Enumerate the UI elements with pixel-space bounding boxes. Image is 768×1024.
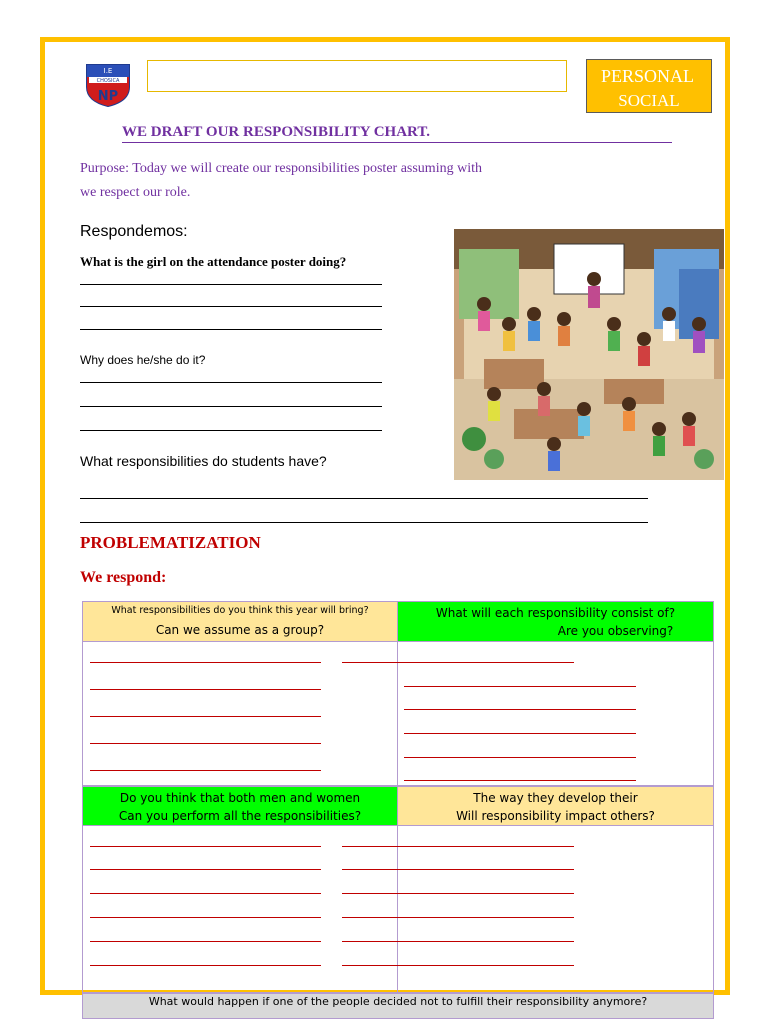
answer-line[interactable] xyxy=(90,716,321,717)
answer-line[interactable] xyxy=(90,917,321,918)
cell1-line2: Can we assume as a group? xyxy=(155,623,325,637)
page-title: WE DRAFT OUR RESPONSIBILITY CHART. xyxy=(122,124,672,143)
answer-line[interactable] xyxy=(342,965,574,966)
answer-line[interactable] xyxy=(80,430,382,431)
question-2: Why does he/she do it? xyxy=(80,353,206,367)
respondemos-heading: Respondemos: xyxy=(80,223,188,240)
answer-line[interactable] xyxy=(342,662,574,663)
classroom-illustration xyxy=(454,229,724,480)
we-respond-heading: We respond: xyxy=(80,569,167,586)
logo-text-mid: CHOSICA xyxy=(96,78,120,84)
problematization-heading: PROBLEMATIZATION xyxy=(80,533,261,552)
answer-line[interactable] xyxy=(404,733,636,734)
answer-line[interactable] xyxy=(80,406,382,407)
answer-line[interactable] xyxy=(342,869,574,870)
cell1-line1: What responsibilities do you think this year will bring? xyxy=(111,605,369,616)
answer-line[interactable] xyxy=(90,893,321,894)
area-badge xyxy=(586,59,712,113)
table-header-cell-3 xyxy=(82,786,398,826)
answer-line[interactable] xyxy=(404,780,636,781)
logo-text-top: I.E xyxy=(103,67,113,75)
answer-line[interactable] xyxy=(342,846,574,847)
table-body-cell-4 xyxy=(397,825,714,993)
purpose-line-1: Purpose: Today we will create our responsibilities poster assuming with xyxy=(80,161,482,176)
answer-line[interactable] xyxy=(90,689,321,690)
answer-line[interactable] xyxy=(90,770,321,771)
answer-line[interactable] xyxy=(90,846,321,847)
answer-line[interactable] xyxy=(90,869,321,870)
answer-line[interactable] xyxy=(90,743,321,744)
area-badge-line1: PERSONAL xyxy=(601,66,695,86)
school-logo xyxy=(84,63,132,107)
cell4-line2: Will responsibility impact others? xyxy=(456,809,655,823)
answer-line[interactable] xyxy=(80,498,648,499)
table-body-cell-3 xyxy=(82,825,398,993)
answer-line[interactable] xyxy=(80,329,382,330)
cell2-line2: Are you observing? xyxy=(557,624,674,638)
area-badge-line2: SOCIAL xyxy=(618,91,680,110)
answer-line[interactable] xyxy=(404,686,636,687)
answer-line[interactable] xyxy=(342,917,574,918)
answer-line[interactable] xyxy=(342,941,574,942)
answer-line[interactable] xyxy=(404,757,636,758)
logo-initials: NP xyxy=(97,89,119,104)
answer-line[interactable] xyxy=(90,662,321,663)
answer-line[interactable] xyxy=(90,965,321,966)
purpose-line-2: we respect our role. xyxy=(80,185,191,200)
table-header-cell-1 xyxy=(82,601,398,642)
cell2-line1: What will each responsibility consist of? xyxy=(435,606,676,620)
question-3: What responsibilities do students have? xyxy=(80,453,327,469)
name-input-box[interactable] xyxy=(147,60,567,92)
question-1: What is the girl on the attendance poster doing? xyxy=(80,254,347,269)
footer-question: What would happen if one of the people decided not to fulfill their responsibility anymore? xyxy=(82,993,714,1019)
answer-line[interactable] xyxy=(90,941,321,942)
answer-line[interactable] xyxy=(80,522,648,523)
answer-line[interactable] xyxy=(80,284,382,285)
cell3-line1: Do you think that both men and women xyxy=(119,791,361,805)
cell4-line1: The way they develop their xyxy=(473,791,638,805)
answer-line[interactable] xyxy=(342,893,574,894)
answer-line[interactable] xyxy=(404,709,636,710)
answer-line[interactable] xyxy=(80,306,382,307)
purpose-text xyxy=(80,157,550,205)
answer-line[interactable] xyxy=(80,382,382,383)
table-header-cell-2 xyxy=(397,601,714,642)
table-header-cell-4 xyxy=(397,786,714,826)
cell3-line2: Can you perform all the responsibilities? xyxy=(118,809,362,823)
